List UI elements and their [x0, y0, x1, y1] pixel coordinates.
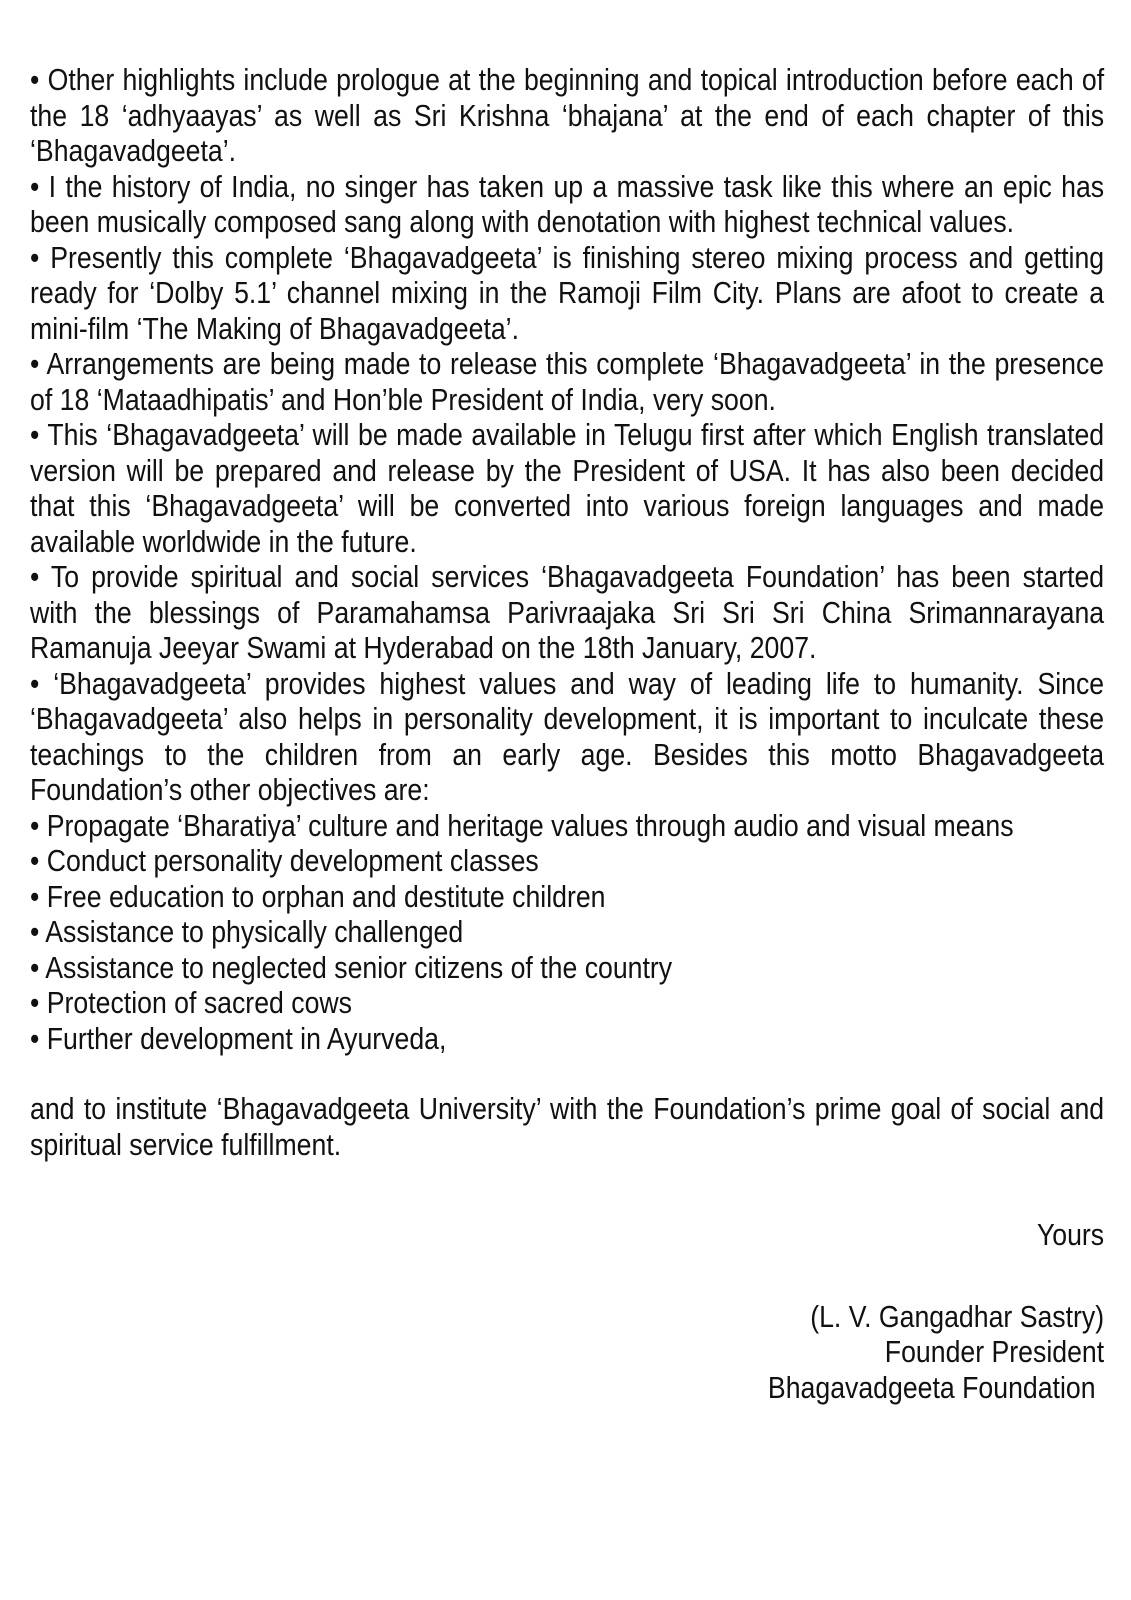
closing-paragraph: and to institute ‘Bhagavadgeeta University’ with the Foundation’s prime goal of social and spiritual service fulfillment.: [30, 1091, 1105, 1162]
list-item: • Assistance to physically challenged: [30, 914, 464, 949]
paragraph-release: • Arrangements are being made to release this complete ‘Bhagavadgeeta’ in the presence of 18 ‘Mataadhipatis’ and Hon’ble President of India, very soon.: [30, 346, 1105, 417]
letter-body: [30, 62, 1104, 1405]
list-item: • Assistance to neglected senior citizens of the country: [30, 949, 673, 985]
list-item: • Conduct personality development classes: [30, 843, 539, 878]
signatory-name: (L. V. Gangadhar Sastry): [810, 1298, 1105, 1334]
paragraph-highlights: • Other highlights include prologue at the beginning and topical introduction before each of the 18 ‘adhyaayas’ as well as Sri Krishna ‘bhajana’ at the end of each chapter of this ‘Bhagavadgeeta’.: [30, 62, 1105, 168]
list-item: • Further development in Ayurveda,: [30, 1020, 447, 1056]
objectives-list: [30, 843, 1104, 1056]
paragraph-foundation: • To provide spiritual and social services ‘Bhagavadgeeta Foundation’ has been started with the blessings of Paramahamsa Parivraajaka Sri Sri Sri China Srimannarayana Ramanuja Jeeyar Swami at Hyderabad on the 18th January, 2007.: [30, 559, 1105, 665]
signatory-title: Founder President: [884, 1334, 1105, 1369]
paragraph-mixing: • Presently this complete ‘Bhagavadgeeta’ is finishing stereo mixing process and getting ready for ‘Dolby 5.1’ channel mixing in the Ramoji Film City. Plans are afoot to create a mini-film ‘The Making of Bhagavadgeeta’.: [30, 239, 1105, 346]
paragraph-propagate: • Propagate ‘Bharatiya’ culture and heritage values through audio and visual means: [30, 807, 1014, 843]
signatory-organization: Bhagavadgeeta Foundation: [767, 1369, 1096, 1405]
paragraph-history: • I the history of India, no singer has taken up a massive task like this where an epic has been musically composed sang along with denotation with highest technical values.: [30, 168, 1105, 239]
letter-page: [30, 62, 1105, 1405]
paragraph-values: • ‘Bhagavadgeeta’ provides highest values and way of leading life to humanity. Since ‘Bhagavadgeeta’ also helps in personality development, it is important to inculcate these teachings to the children from an early age. Besides this motto Bhagavadgeeta Foundation’s other objectives are:: [30, 665, 1105, 807]
salutation: Yours: [1036, 1217, 1105, 1252]
list-item: • Protection of sacred cows: [30, 985, 353, 1020]
paragraph-translation: • This ‘Bhagavadgeeta’ will be made available in Telugu first after which English translated version will be prepared and release by the President of USA. It has also been decided that this ‘Bhagavadgeeta’ will be converted into various foreign languages and made available worldwide in the future.: [30, 417, 1105, 559]
signature-block: [30, 1299, 1104, 1406]
list-item: • Free education to orphan and destitute children: [30, 878, 606, 914]
